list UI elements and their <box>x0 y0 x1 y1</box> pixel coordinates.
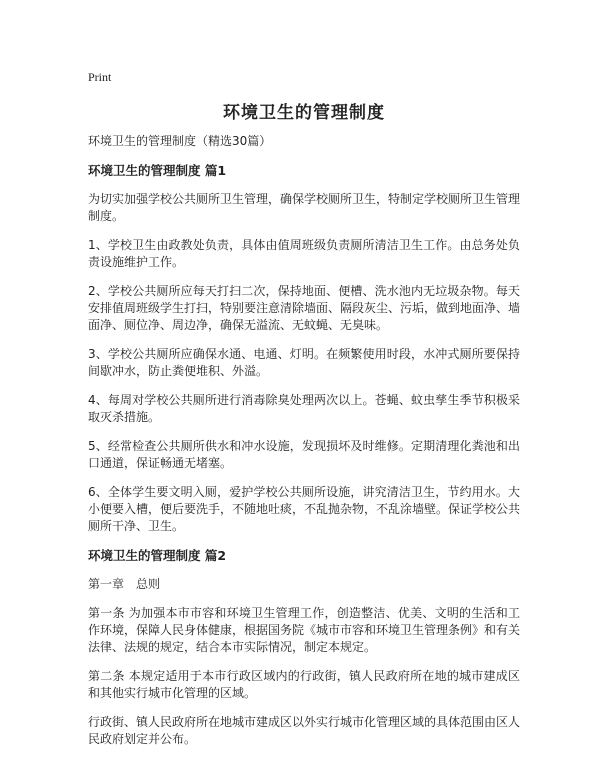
section2-paragraph-scope: 行政街、镇人民政府所在地城市建成区以外实行城市化管理区域的具体范围由区人民政府划定并公布。 <box>88 715 521 746</box>
section1-paragraph-4: 4、每周对学校公共厕所进行消毒除臭处理两次以上。苍蝇、蚊虫孳生季节积极采取灭杀措施。 <box>88 393 520 424</box>
section2-article-1: 第一条 为加强本市市容和环境卫生管理工作，创造整洁、优美、文明的生活和工作环境，保障人民身体健康，根据国务院《城市市容和环境卫生管理条例》和有关法律、法规的规定，结合本市实际情况，制定本规定。 <box>88 606 521 654</box>
section1-paragraph-2: 2、学校公共厕所应每天打扫二次，保持地面、便槽、洗水池内无垃圾杂物。每天安排值周班级学生打扫，特别要注意清除墙面、隔段灰尘、污垢，做到地面净、墙面净、厕位净、周边净，确保无溢流、无蚊蝇、无臭味。 <box>88 284 521 332</box>
section2-article-2: 第二条 本规定适用于本市行政区域内的行政街，镇人民政府所在地的城市建成区和其他实行城市化管理的区域。 <box>88 669 520 700</box>
section-heading-1: 环境卫生的管理制度 篇1 <box>88 163 227 178</box>
document-body <box>88 133 520 760</box>
section1-paragraph-6: 6、全体学生要文明入厕，爱护学校公共厕所设施，讲究清洁卫生，节约用水。大小便要入槽，便后要洗手，不随地吐痰，不乱抛杂物，不乱涂墙壁。保证学校公共厕所干净、卫生。 <box>88 485 521 533</box>
section-heading-2: 环境卫生的管理制度 篇2 <box>88 548 227 563</box>
section2-chapter-heading: 第一章 总则 <box>88 577 161 591</box>
section1-paragraph-5: 5、经常检查公共厕所供水和冲水设施，发现损坏及时维修。定期清理化粪池和出口通道，保证畅通无堵塞。 <box>88 439 520 470</box>
section1-paragraph-3: 3、学校公共厕所应确保水通、电通、灯明。在频繁使用时段，水冲式厕所要保持间歇冲水，防止粪便堆积、外溢。 <box>88 347 520 378</box>
section1-paragraph-intro: 为切实加强学校公共厕所卫生管理，确保学校厕所卫生，特制定学校厕所卫生管理制度。 <box>88 192 521 223</box>
document-title: 环境卫生的管理制度 <box>223 103 385 123</box>
section1-paragraph-1: 1、学校卫生由政教处负责，具体由值周班级负责厕所清洁卫生工作。由总务处负责设施维护工作。 <box>88 238 520 269</box>
document-subtitle: 环境卫生的管理制度（精选30篇） <box>88 134 272 148</box>
print-link[interactable]: Print <box>88 70 112 84</box>
